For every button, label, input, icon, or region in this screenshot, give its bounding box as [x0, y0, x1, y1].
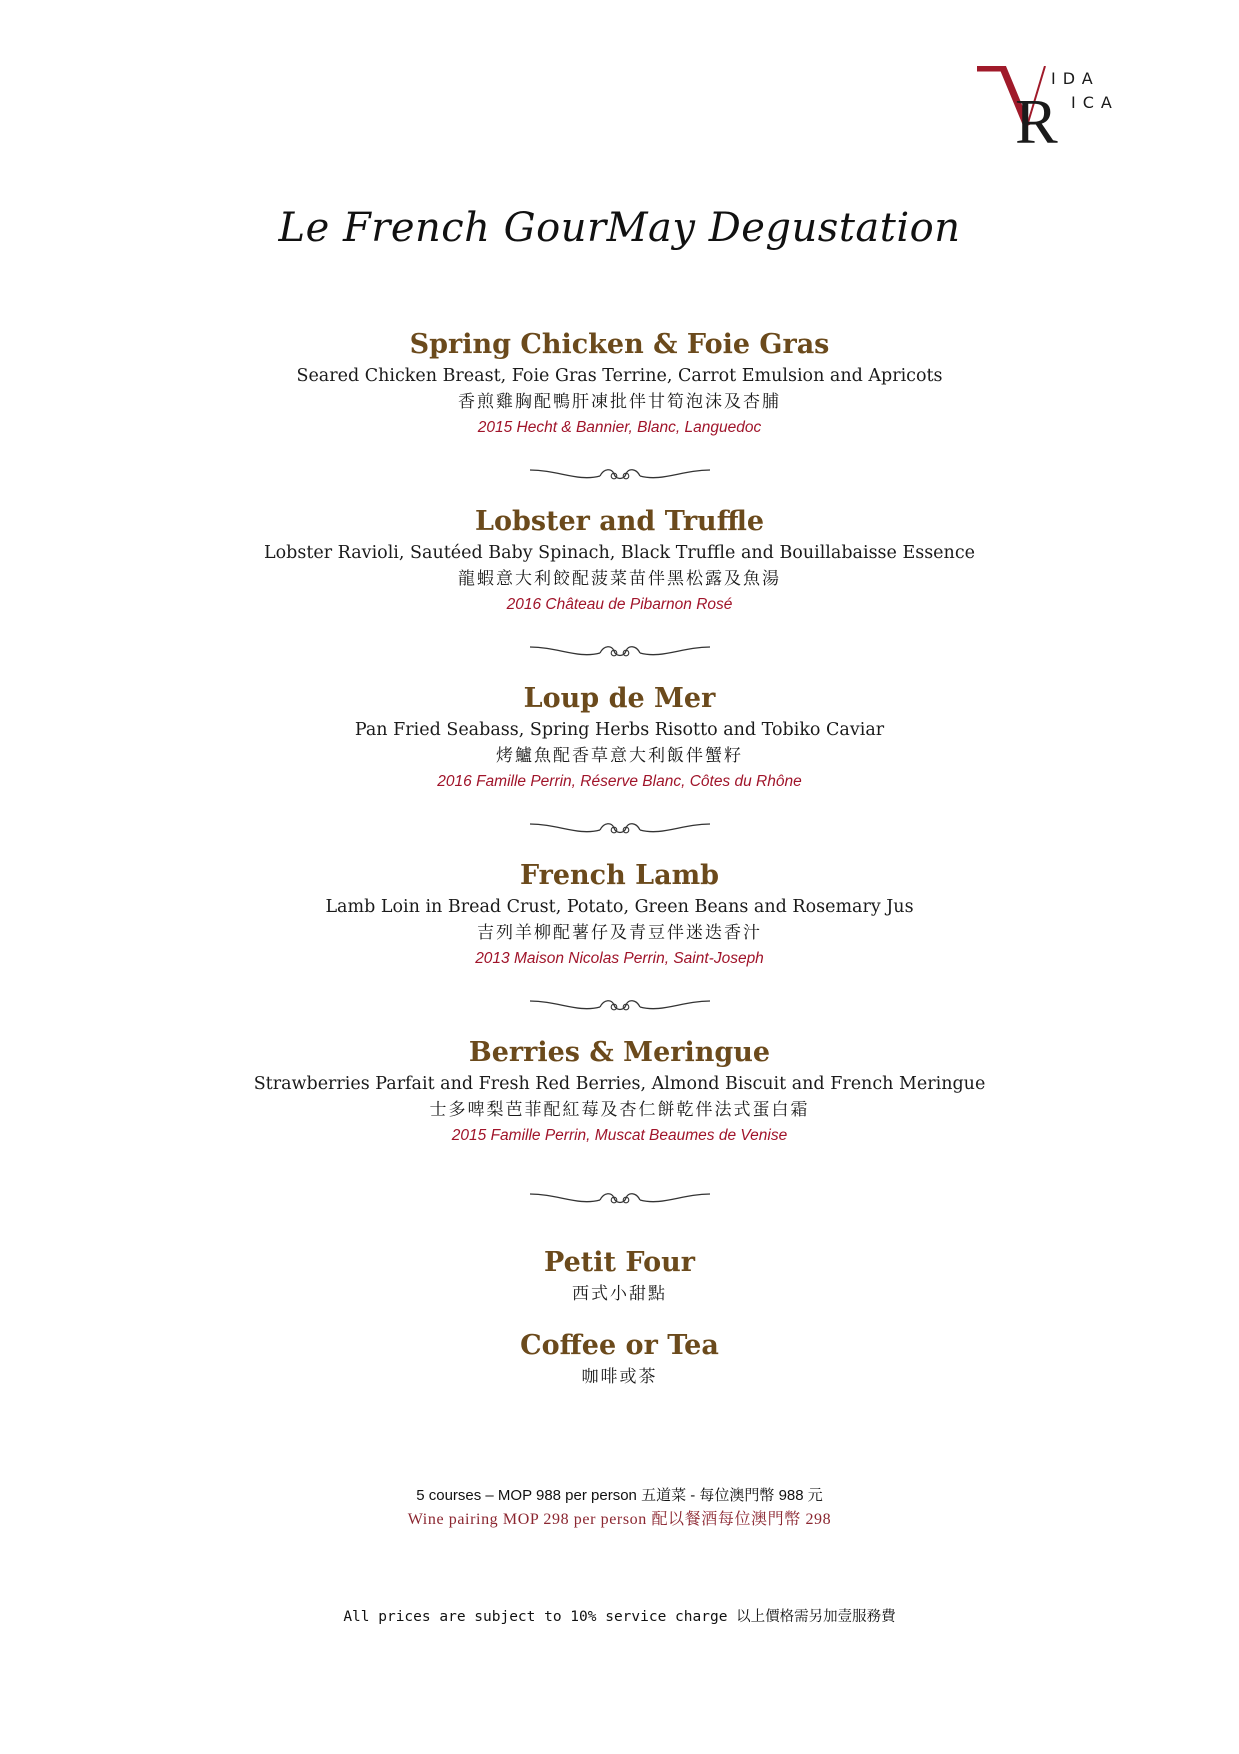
ornament-divider: [528, 995, 712, 1017]
course-name: French Lamb: [519, 860, 720, 891]
course-wine: 2016 Château de Pibarnon Rosé: [506, 596, 733, 613]
course-description: Lamb Loin in Bread Crust, Potato, Green Beans and Rosemary Jus: [325, 897, 914, 917]
course-3: [0, 680, 1239, 795]
ornament-divider: [528, 641, 712, 663]
svg-text:ICA: ICA: [1071, 93, 1119, 112]
course-chinese: 吉列羊柳配薯仔及青豆伴迷迭香汁: [477, 923, 762, 943]
course-4: [0, 857, 1239, 972]
course-chinese: 烤鱸魚配香草意大利飯伴蟹籽: [496, 746, 743, 766]
extra-name: Petit Four: [544, 1247, 695, 1278]
course-wine: 2015 Hecht & Bannier, Blanc, Languedoc: [477, 419, 762, 436]
course-name: Loup de Mer: [523, 683, 716, 714]
svg-text:R: R: [1015, 86, 1058, 157]
course-wine: 2016 Famille Perrin, Réserve Blanc, Côtes du Rhône: [437, 773, 802, 790]
course-chinese: 龍蝦意大利餃配菠菜苗伴黑松露及魚湯: [458, 569, 781, 589]
course-name: Lobster and Truffle: [474, 506, 765, 537]
service-charge-note: All prices are subject to 10% service charge 以上價格需另加壹服務費: [343, 1609, 896, 1625]
ornament-divider: [528, 818, 712, 840]
wine-pairing-line: Wine pairing MOP 298 per person 配以餐酒每位澳門幣 298: [407, 1511, 832, 1528]
extra-name: Coffee or Tea: [520, 1330, 719, 1361]
course-wine: 2013 Maison Nicolas Perrin, Saint-Joseph: [475, 950, 764, 967]
extra-petit-four: [0, 1245, 1239, 1307]
svg-text:IDA: IDA: [1051, 69, 1100, 88]
course-5: [0, 1034, 1239, 1149]
course-name: Berries & Meringue: [468, 1037, 771, 1068]
menu-title: Le French GourMay Degustation: [278, 205, 961, 251]
price-line: 5 courses – MOP 988 per person 五道菜 - 每位澳門幣 988 元: [416, 1487, 823, 1504]
course-name: Spring Chicken & Foie Gras: [409, 329, 830, 360]
course-description: Seared Chicken Breast, Foie Gras Terrine, Carrot Emulsion and Apricots: [296, 366, 943, 386]
ornament-divider: [528, 1188, 712, 1210]
course-1: [0, 326, 1239, 441]
course-chinese: 士多啤梨芭菲配紅莓及杏仁餅乾伴法式蛋白霜: [429, 1100, 810, 1120]
course-description: Lobster Ravioli, Sautéed Baby Spinach, Black Truffle and Bouillabaisse Essence: [264, 543, 975, 563]
ornament-divider: [528, 464, 712, 486]
course-description: Pan Fried Seabass, Spring Herbs Risotto and Tobiko Caviar: [354, 720, 885, 740]
course-description: Strawberries Parfait and Fresh Red Berries, Almond Biscuit and French Meringue: [253, 1074, 986, 1094]
course-2: [0, 503, 1239, 618]
extra-coffee-tea: [0, 1328, 1239, 1390]
extra-chinese: 咖啡或茶: [581, 1367, 658, 1387]
vida-rica-logo: [975, 66, 1135, 166]
course-chinese: 香煎雞胸配鴨肝凍批伴甘筍泡沫及杏脯: [458, 392, 781, 412]
course-wine: 2015 Famille Perrin, Muscat Beaumes de Venise: [451, 1127, 788, 1144]
extra-chinese: 西式小甜點: [572, 1284, 667, 1304]
